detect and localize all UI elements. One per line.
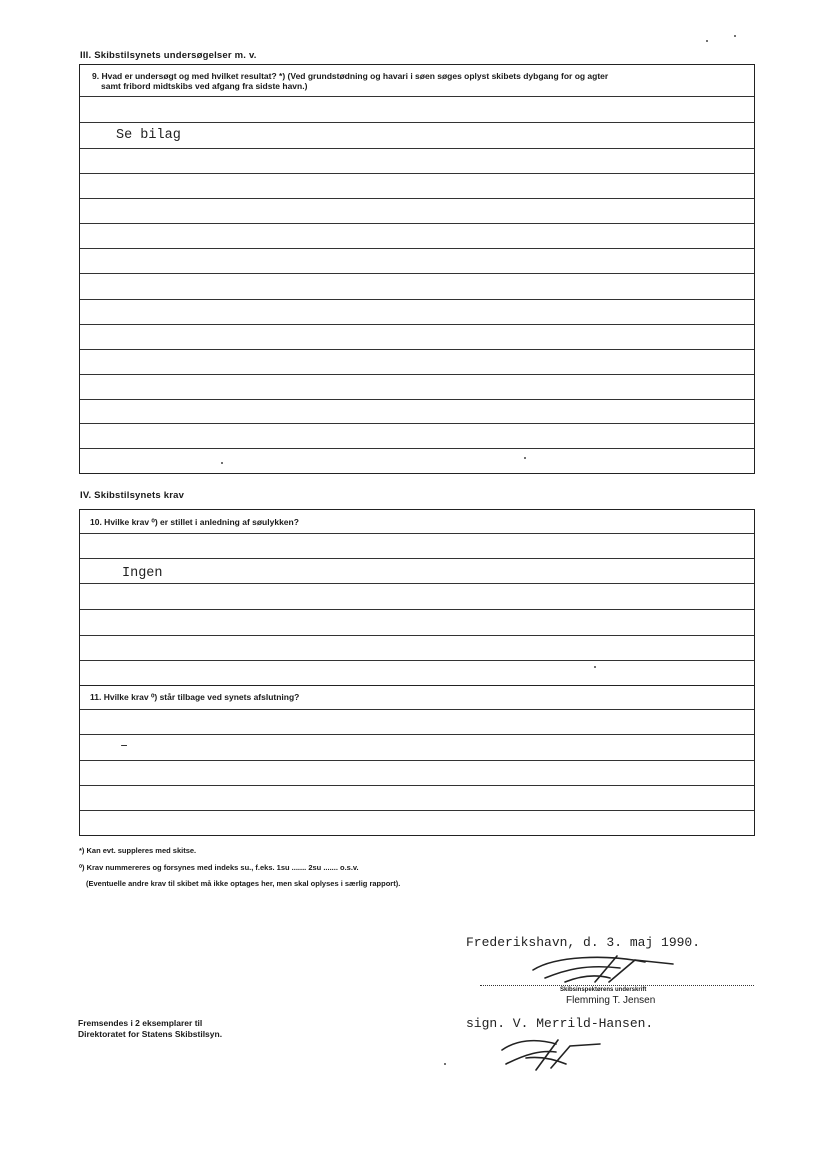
sign-line: sign. V. Merrild-Hansen. xyxy=(466,1016,654,1031)
question-11-answer: – xyxy=(120,739,129,754)
scan-speck xyxy=(734,35,736,37)
scan-speck xyxy=(221,462,223,464)
question-9-text xyxy=(92,71,752,91)
signature-caption: Skibsinspektørens underskrift xyxy=(560,987,647,993)
question-9-box xyxy=(79,64,755,474)
question-10-11-box xyxy=(79,509,755,836)
signature-dotted-line xyxy=(480,985,754,986)
question-9-answer: Se bilag xyxy=(116,128,181,143)
footer-text xyxy=(78,1018,222,1040)
section-4-title: IV. Skibstilsynets krav xyxy=(80,490,185,501)
inspector-name: Flemming T. Jensen xyxy=(566,995,656,1006)
footer-line-2: Direktoratet for Statens Skibstilsyn. xyxy=(78,1029,223,1039)
footer-line-1: Fremsendes i 2 eksemplarer til xyxy=(78,1018,203,1028)
question-10-answer: Ingen xyxy=(122,566,163,581)
question-9-line-1: 9. Hvad er undersøgt og med hvilket resultat? *) (Ved grundstødning og havari i søen søges oplyst skibets dybgang for og agter xyxy=(92,71,609,81)
section-3-title: III. Skibstilsynets undersøgelser m. v. xyxy=(80,50,257,61)
scan-speck xyxy=(524,457,526,459)
place-date: Frederikshavn, d. 3. maj 1990. xyxy=(466,935,701,950)
signature-scribble-2 xyxy=(496,1034,606,1074)
question-11-text: 11. Hvilke krav ⁰) står tilbage ved synets afslutning? xyxy=(90,692,300,702)
footnote-1: *) Kan evt. suppleres med skitse. xyxy=(79,846,197,855)
scan-speck xyxy=(706,40,708,42)
scan-speck xyxy=(444,1063,446,1065)
question-10-text: 10. Hvilke krav ⁰) er stillet i anledning af søulykken? xyxy=(90,517,299,527)
footnote-2: ⁰) Krav nummereres og forsynes med indeks su., f.eks. 1su ....... 2su ....... o.s.v. xyxy=(79,863,359,872)
scan-speck xyxy=(594,666,596,668)
question-9-line-2: samt fribord midtskibs ved afgang fra sidste havn.) xyxy=(101,81,308,91)
signature-scribble-1 xyxy=(525,952,675,988)
footnote-3: (Eventuelle andre krav til skibet må ikke optages her, men skal oplyses i særlig rapport). xyxy=(86,879,401,888)
